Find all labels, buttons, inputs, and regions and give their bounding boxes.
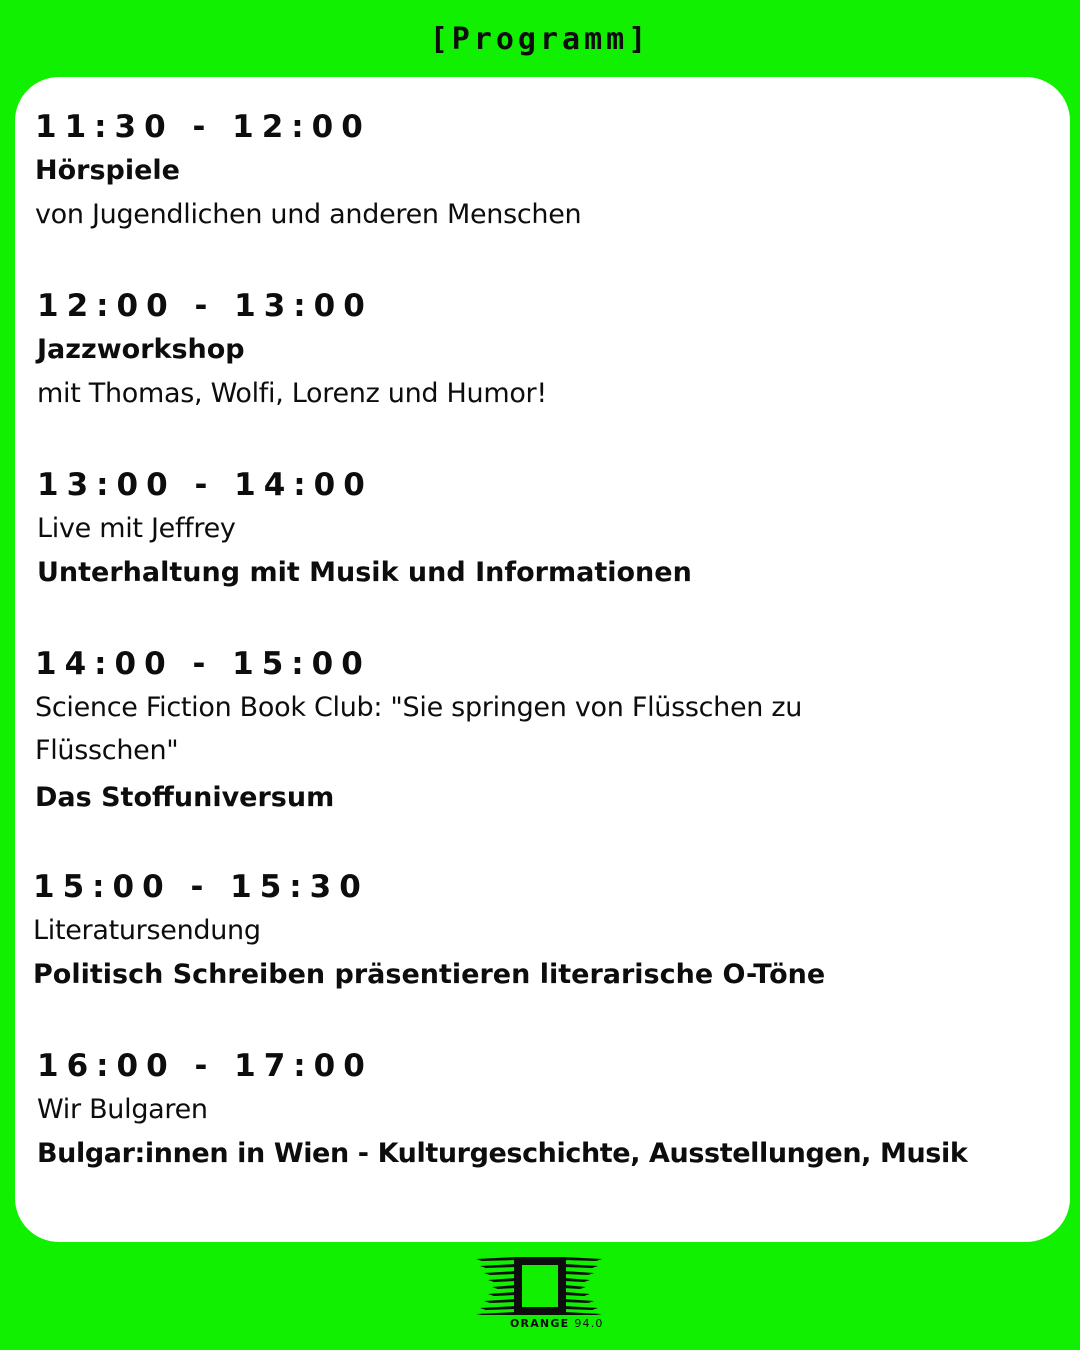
slot-description: Unterhaltung mit Musik und Informationen (37, 557, 692, 588)
logo-name: ORANGE (510, 1317, 570, 1330)
schedule-slot-1 (35, 107, 1075, 237)
slot-description: mit Thomas, Wolfi, Lorenz und Humor! (37, 378, 547, 409)
slot-description: von Jugendlichen und anderen Menschen (35, 199, 582, 230)
slot-time: 16:00 - 17:00 (37, 1048, 373, 1084)
slot-time: 14:00 - 15:00 (35, 646, 371, 682)
slot-time: 12:00 - 13:00 (37, 288, 373, 324)
slot-time: 11:30 - 12:00 (35, 109, 371, 145)
slot-time: 15:00 - 15:30 (33, 869, 369, 905)
slot-time: 13:00 - 14:00 (37, 467, 373, 503)
page-title: [Programm] (429, 22, 651, 57)
slot-description: Bulgar:innen in Wien - Kulturgeschichte, Ausstellungen, Musik (37, 1138, 968, 1169)
logo-frequency: 94.0 (574, 1317, 604, 1330)
orange-94-logo (476, 1257, 606, 1335)
slot-title: Hörspiele (35, 155, 180, 186)
slot-description: Das Stoffuniversum (35, 782, 335, 813)
slot-title: Literatursendung (33, 915, 261, 946)
schedule-slot-5 (33, 867, 1073, 997)
schedule-slot-4 (35, 644, 1075, 820)
radio-logo-icon (476, 1257, 606, 1315)
schedule-slot-6 (37, 1046, 1077, 1176)
schedule-slot-3 (37, 465, 1077, 595)
slot-title: Science Fiction Book Club: "Sie springen von Flüsschen zu Flüsschen" (35, 692, 803, 766)
slot-title: Jazzworkshop (37, 334, 245, 365)
slot-title: Wir Bulgaren (37, 1094, 208, 1125)
logo-wordmark (510, 1317, 604, 1331)
slot-title: Live mit Jeffrey (37, 513, 236, 544)
schedule-slot-2 (37, 286, 1077, 416)
schedule-card (15, 77, 1070, 1242)
slot-description: Politisch Schreiben präsentieren literarische O-Töne (33, 959, 826, 990)
